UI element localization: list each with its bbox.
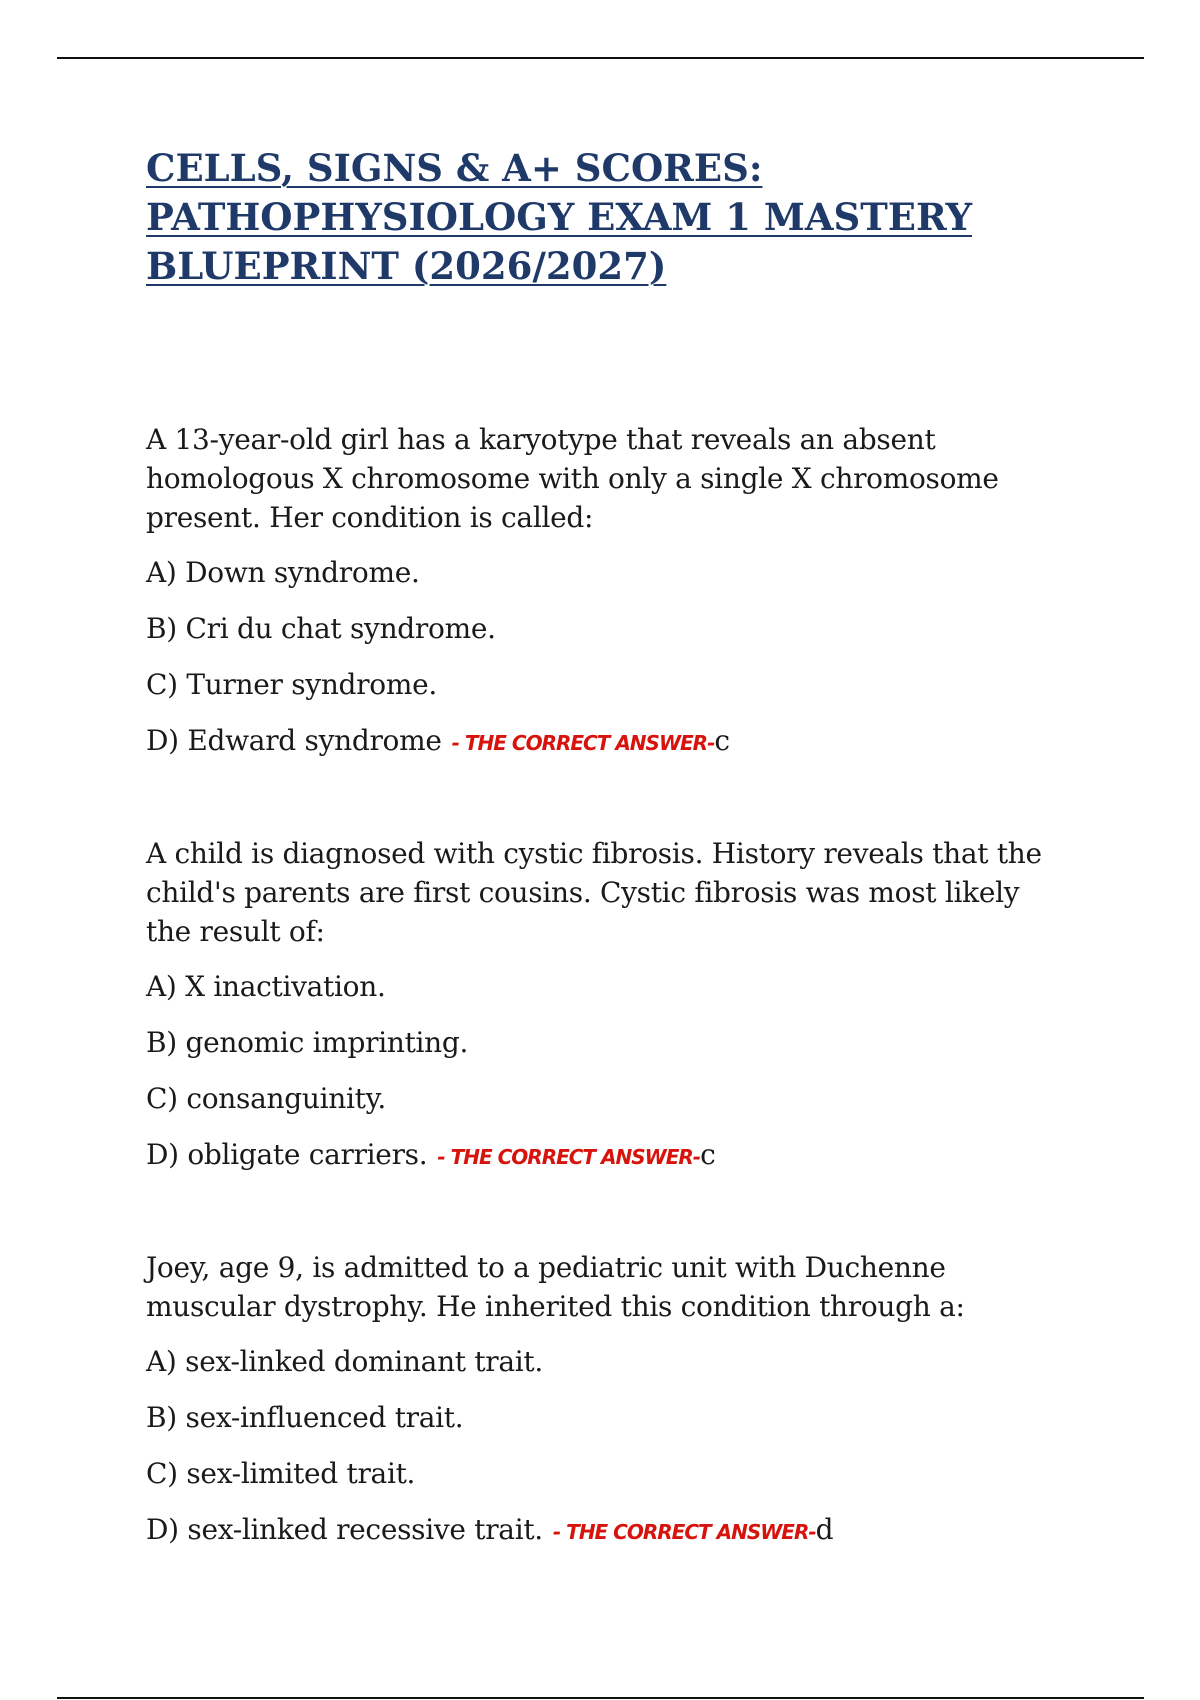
correct-answer-letter: c <box>714 724 730 757</box>
bottom-rule <box>57 1697 1144 1699</box>
option-b: B) sex-influenced trait. <box>146 1401 464 1434</box>
stem-line: the result of: <box>146 915 325 948</box>
stem-line: muscular dystrophy. He inherited this condition through a: <box>146 1290 965 1323</box>
title-line: PATHOPHYSIOLOGY EXAM 1 MASTERY <box>146 195 973 239</box>
correct-answer-letter: d <box>815 1513 834 1546</box>
option-d <box>146 721 1066 763</box>
question-stem <box>146 834 1066 951</box>
option-d-text: D) Edward syndrome <box>146 724 442 757</box>
option-a: A) Down syndrome. <box>146 556 420 589</box>
title-line: BLUEPRINT (2026/2027) <box>146 244 667 288</box>
option-d <box>146 1510 1066 1552</box>
correct-answer-marker: - THE CORRECT ANSWER- <box>437 1145 701 1169</box>
option-d-text: D) obligate carriers. <box>146 1138 428 1171</box>
option-d <box>146 1135 1066 1177</box>
question-1 <box>146 420 1066 780</box>
correct-answer-marker: - THE CORRECT ANSWER- <box>451 731 715 755</box>
option-b: B) genomic imprinting. <box>146 1026 469 1059</box>
question-2 <box>146 834 1066 1194</box>
question-stem <box>146 420 1066 537</box>
option-a: A) sex-linked dominant trait. <box>146 1345 543 1378</box>
correct-answer-marker: - THE CORRECT ANSWER- <box>552 1520 816 1544</box>
stem-line: A 13-year-old girl has a karyotype that reveals an absent <box>146 423 936 456</box>
stem-line: present. Her condition is called: <box>146 501 594 534</box>
question-stem <box>146 1248 1066 1326</box>
correct-answer-letter: c <box>700 1138 716 1171</box>
stem-line: A child is diagnosed with cystic fibrosis. History reveals that the <box>146 837 1042 870</box>
option-c: C) consanguinity. <box>146 1082 386 1115</box>
top-rule <box>57 57 1144 59</box>
question-3 <box>146 1248 1066 1569</box>
stem-line: Joey, age 9, is admitted to a pediatric unit with Duchenne <box>146 1251 946 1284</box>
option-d-text: D) sex-linked recessive trait. <box>146 1513 543 1546</box>
document-title <box>146 144 1046 291</box>
title-line: CELLS, SIGNS & A+ SCORES: <box>146 146 763 190</box>
stem-line: homologous X chromosome with only a single X chromosome <box>146 462 999 495</box>
option-a: A) X inactivation. <box>146 970 386 1003</box>
option-b: B) Cri du chat syndrome. <box>146 612 496 645</box>
option-c: C) Turner syndrome. <box>146 668 437 701</box>
option-c: C) sex-limited trait. <box>146 1457 416 1490</box>
stem-line: child's parents are first cousins. Cystic fibrosis was most likely <box>146 876 1020 909</box>
